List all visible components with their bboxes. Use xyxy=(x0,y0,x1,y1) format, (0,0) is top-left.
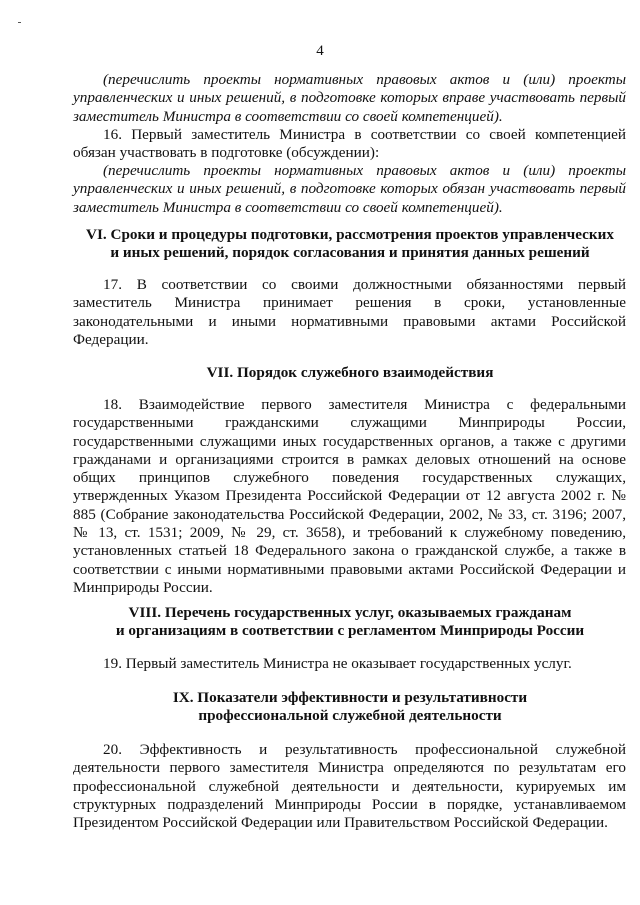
paragraph-20: 20. Эффективность и результативность профессиональной служебной деятельности первого заместителя Министра определяются по результатам его профессиональной служебной деятельности и деятельности, курируемых им структурных подразделений Минприроды России в порядке, устанавливаемом Президентом Российской Федерации или Правительством Российской Федерации. xyxy=(73,741,626,832)
section-7-heading: VII. Порядок служебного взаимодействия xyxy=(206,364,494,381)
section-9-heading-line1: IX. Показатели эффективности и результативности xyxy=(172,689,528,706)
section-8-heading-line1: VIII. Перечень государственных услуг, оказываемых гражданам xyxy=(128,604,572,621)
section-6-heading xyxy=(60,226,640,263)
section-6-heading-line2: и иных решений, порядок согласования и принятия данных решений xyxy=(110,244,590,262)
section-9-heading xyxy=(60,689,640,726)
paragraph-19: 19. Первый заместитель Министра не оказывает государственных услуг. xyxy=(103,655,572,672)
section-9-heading-line2: профессиональной служебной деятельности xyxy=(198,707,502,725)
paragraph-16: 16. Первый заместитель Министра в соответствии со своей компетенцией обязан участвовать в подготовке (обсуждении): xyxy=(73,126,626,162)
paragraph-18: 18. Взаимодействие первого заместителя Министра с федеральными государственными гражданскими служащими Минприроды России, государственными служащими иных государственных органов, а также с другими гражданами и организациями строится в рамках деловых отношений на основе общих принципов служебного поведения государственных служащих, утвержденных Указом Президента Российской Федерации от 12 августа 2002 г. № 885 (Собрание законодательства Российской Федерации, 2002, № 33, ст. 3196; 2007, № 13, ст. 1531; 2009, № 29, ст. 3658), и требований к служебному поведению, установленных статьей 18 Федерального закона о гражданской службе, а также в соответствии с иными нормативными правовыми актами Российской Федерации и Минприроды России. xyxy=(73,396,626,596)
paragraph-17: 17. В соответствии со своими должностными обязанностями первый заместитель Министра принимает решения в сроки, установленные законодательными и иными нормативными правовыми актами Российской Федерации. xyxy=(73,276,626,348)
paragraph-15-list: (перечислить проекты нормативных правовых актов и (или) проекты управленческих и иных решений, в подготовке которых вправе участвовать первый заместитель Министра в соответствии со своей компетенцией). xyxy=(73,71,626,125)
section-6-heading-line1: VI. Сроки и процедуры подготовки, рассмотрения проектов управленческих xyxy=(86,226,614,243)
scan-mark xyxy=(18,22,21,23)
paragraph-16-list: (перечислить проекты нормативных правовых актов и (или) проекты управленческих и иных решений, в подготовке которых обязан участвовать первый заместитель Министра в соответствии со своей компетенцией). xyxy=(73,162,626,216)
section-8-heading xyxy=(60,604,640,641)
section-8-heading-line2: и организациям в соответствии с регламентом Минприроды России xyxy=(115,622,585,640)
page-number: 4 xyxy=(316,43,324,59)
